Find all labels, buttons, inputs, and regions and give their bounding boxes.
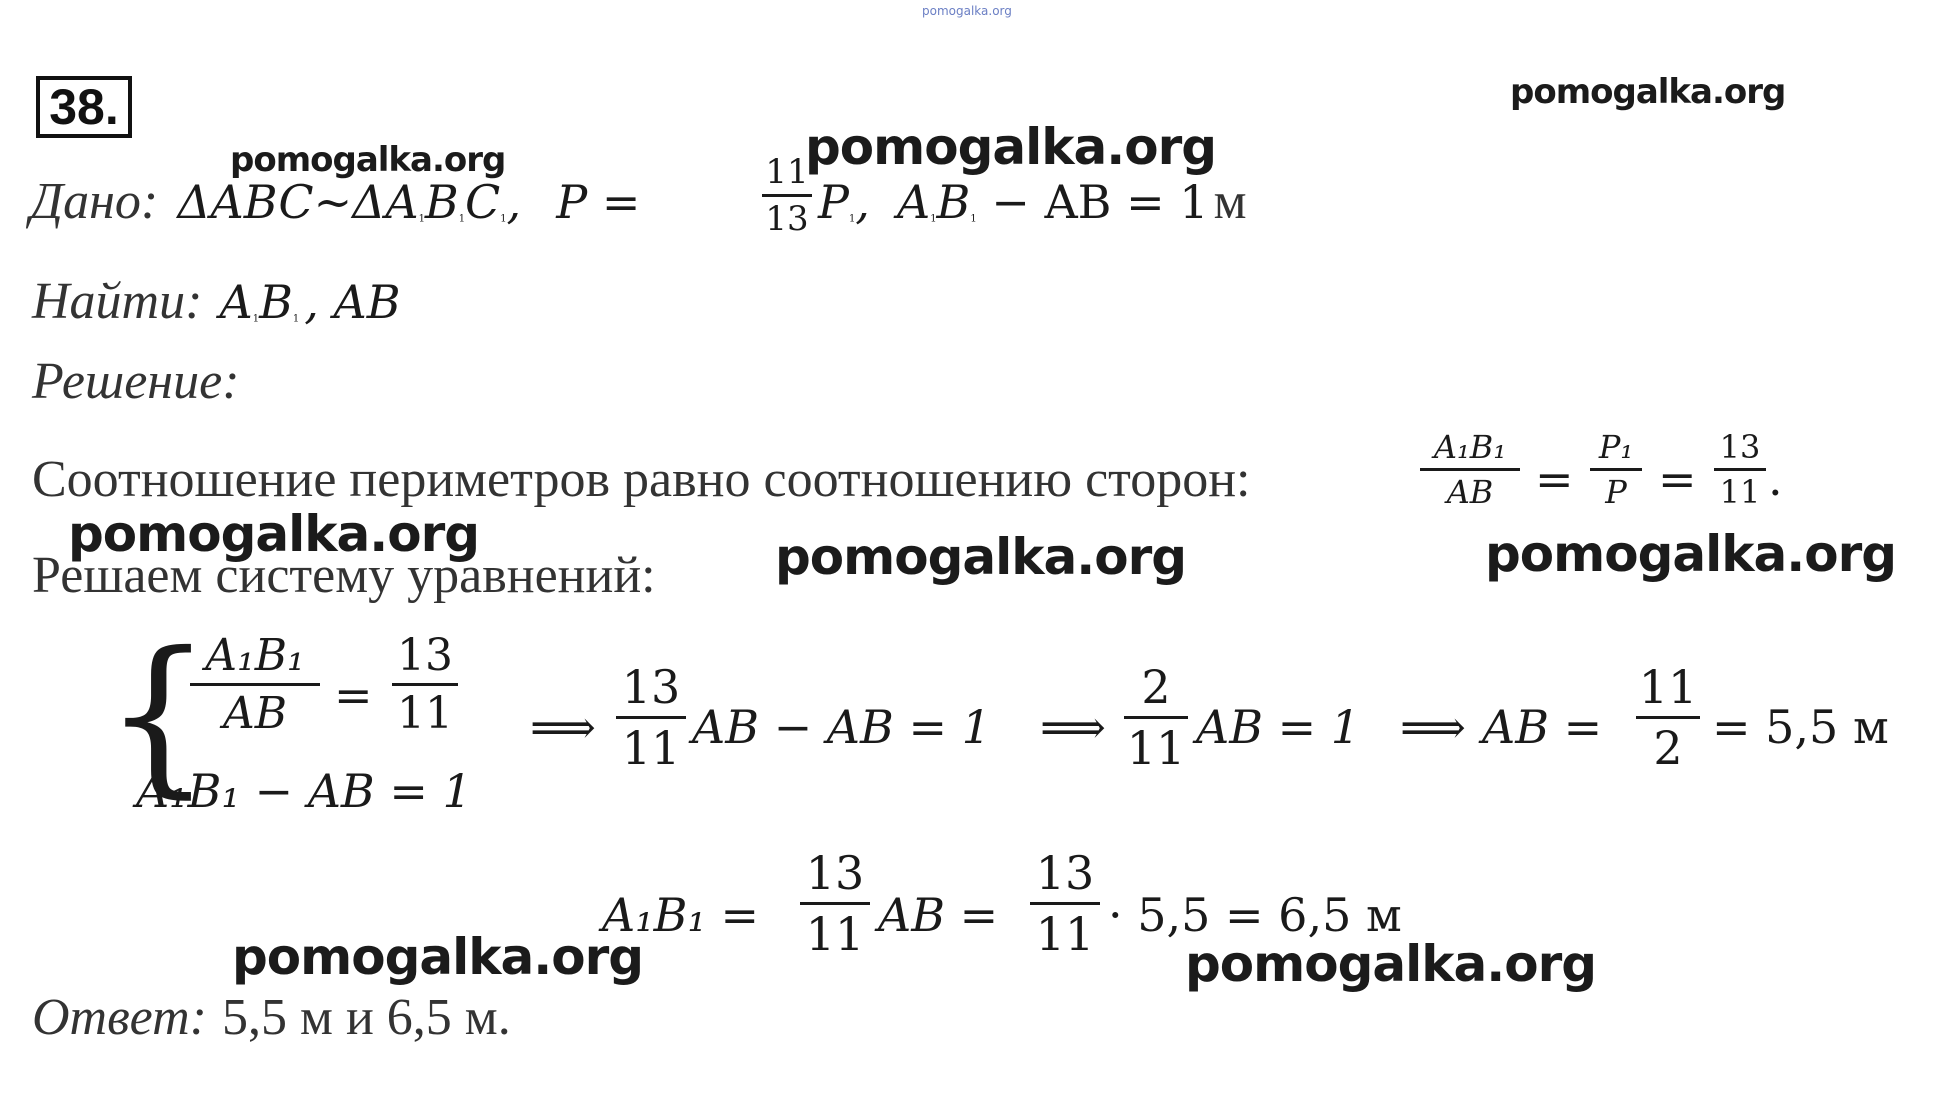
problem-number: 38. bbox=[36, 76, 132, 138]
ratio-f2-bar bbox=[1590, 468, 1642, 471]
calc2-rest: · 5,5 = 6,5 м bbox=[1108, 888, 1402, 942]
arrow-3: ⟹ bbox=[1400, 700, 1466, 754]
given-label: Дано bbox=[30, 173, 141, 230]
chain-f2-bar bbox=[1124, 716, 1188, 719]
system-brace: { bbox=[104, 616, 213, 814]
find-colon: : bbox=[185, 273, 203, 330]
find-a: A bbox=[219, 275, 253, 329]
calc2-f1-bot: 11 bbox=[805, 907, 865, 961]
find-items: , AB bbox=[304, 275, 401, 329]
chain-f2-bot: 11 bbox=[1126, 721, 1186, 775]
given-c: C bbox=[465, 175, 501, 229]
chain-frac-2 bbox=[1124, 660, 1188, 775]
given-sub2: 1 bbox=[458, 213, 466, 225]
given-frac-top: 11 bbox=[765, 152, 809, 192]
find-sub1: 1 bbox=[252, 313, 260, 325]
solution-line bbox=[32, 352, 240, 411]
given-p1-sub: 1 bbox=[848, 213, 856, 225]
answer-line bbox=[32, 988, 511, 1047]
chain-step-3-lhs: AB = bbox=[1482, 700, 1603, 754]
given-unit: м bbox=[1213, 173, 1247, 230]
chain-f3-top: 11 bbox=[1638, 660, 1698, 714]
sys-eq1-rhs-bot: 11 bbox=[397, 688, 453, 739]
sys-eq1-top: A₁B₁ bbox=[205, 630, 305, 681]
given-p1: P bbox=[818, 175, 849, 229]
chain-step-1: AB − AB = 1 bbox=[692, 700, 991, 754]
ratio-text: Соотношение периметров равно соотношению сторон: bbox=[32, 451, 1251, 508]
watermark-bottom-left: pomogalka.org bbox=[232, 928, 644, 986]
calc2-lhs: A₁B₁ = bbox=[602, 888, 760, 942]
given-frac-bot: 13 bbox=[765, 199, 809, 239]
arrow-1: ⟹ bbox=[530, 700, 596, 754]
sys-eq1-frac bbox=[190, 630, 320, 739]
given-diff-sub2: 1 bbox=[970, 213, 977, 225]
given-frac-bar bbox=[762, 194, 812, 197]
calc2-f1-bar bbox=[800, 902, 870, 905]
ratio-f3-top: 13 bbox=[1719, 428, 1761, 466]
calc2-f2-bot: 11 bbox=[1035, 907, 1095, 961]
sys-eq1-rhs bbox=[392, 630, 458, 739]
chain-f1-bot: 11 bbox=[621, 721, 681, 775]
given-diff-b: B bbox=[936, 175, 971, 229]
sys-eq1-bot: AB bbox=[222, 688, 288, 739]
sys-eq1-bar bbox=[190, 683, 320, 686]
chain-f1-bar bbox=[616, 716, 686, 719]
chain-f3-bar bbox=[1636, 716, 1700, 719]
ratio-f1-bar bbox=[1420, 468, 1520, 471]
system-text: Решаем систему уравнений: bbox=[32, 547, 656, 604]
chain-step-3-rest: = 5,5 м bbox=[1712, 700, 1889, 754]
find-sub2: 1 bbox=[292, 313, 300, 325]
watermark-top-center: pomogalka.org bbox=[805, 118, 1217, 176]
calc2-f2-top: 13 bbox=[1035, 846, 1095, 900]
solution-colon: : bbox=[222, 353, 240, 410]
watermark-top-right: pomogalka.org bbox=[1510, 72, 1786, 112]
calc2-frac-2 bbox=[1030, 846, 1100, 961]
chain-f2-top: 2 bbox=[1141, 660, 1171, 714]
ratio-eq-1: = bbox=[1535, 452, 1574, 506]
ratio-frac-3 bbox=[1714, 428, 1766, 511]
sys-eq1-rhs-top: 13 bbox=[397, 630, 453, 681]
given-fraction bbox=[762, 152, 812, 239]
chain-f1-top: 13 bbox=[621, 660, 681, 714]
ratio-eq-2: = bbox=[1658, 452, 1697, 506]
ratio-f2-top: P₁ bbox=[1598, 428, 1634, 466]
given-comma: , bbox=[506, 175, 522, 229]
ratio-f1-bot: AB bbox=[1446, 473, 1494, 511]
find-line bbox=[32, 272, 401, 331]
ratio-f1-top: A₁B₁ bbox=[1433, 428, 1507, 466]
given-comma2: , bbox=[855, 175, 870, 229]
find-b: B bbox=[259, 275, 293, 329]
calc2-mid: AB = bbox=[878, 888, 999, 942]
calc2-f2-bar bbox=[1030, 902, 1100, 905]
given-p-eq: P = bbox=[556, 175, 641, 229]
find-label: Найти bbox=[32, 273, 186, 330]
chain-frac-3 bbox=[1636, 660, 1700, 775]
given-diff-sub1: 1 bbox=[930, 213, 937, 225]
answer-label: Ответ bbox=[32, 989, 190, 1046]
ratio-f2-bot: P bbox=[1605, 473, 1627, 511]
solution-label: Решение bbox=[32, 353, 223, 410]
chain-f3-bot: 2 bbox=[1653, 721, 1683, 775]
arrow-2: ⟹ bbox=[1040, 700, 1106, 754]
watermark-top-left: pomogalka.org bbox=[230, 140, 506, 180]
watermark-mid-right: pomogalka.org bbox=[1485, 525, 1897, 583]
given-b: B bbox=[424, 175, 459, 229]
ratio-f3-bot: 11 bbox=[1719, 473, 1761, 511]
watermark-top-tiny: pomogalka.org bbox=[922, 4, 1012, 18]
sys-eq1-rhs-bar bbox=[392, 683, 458, 686]
calc2-f1-top: 13 bbox=[805, 846, 865, 900]
watermark-mid-left: pomogalka.org bbox=[68, 505, 480, 563]
given-sub1: 1 bbox=[418, 213, 425, 225]
answer-colon: : bbox=[189, 989, 207, 1046]
ratio-f3-bar bbox=[1714, 468, 1766, 471]
watermark-bottom-right: pomogalka.org bbox=[1185, 935, 1597, 993]
given-diff-rest: − AB = 1 bbox=[976, 175, 1209, 229]
given-triangles: ΔABC~ΔA bbox=[177, 175, 419, 229]
given-colon: : bbox=[140, 173, 159, 230]
given-line-tail bbox=[818, 172, 1247, 231]
given-sub3: 1 bbox=[500, 213, 507, 225]
ratio-frac-2 bbox=[1590, 428, 1642, 511]
given-diff-a: A bbox=[896, 175, 931, 229]
calc2-frac-1 bbox=[800, 846, 870, 961]
ratio-frac-1 bbox=[1420, 428, 1520, 511]
ratio-dot: . bbox=[1768, 452, 1783, 506]
given-line bbox=[30, 172, 640, 231]
answer-text: 5,5 м и 6,5 м. bbox=[222, 989, 511, 1046]
sys-eq2: A₁B₁ − AB = 1 bbox=[136, 764, 472, 818]
chain-frac-1 bbox=[616, 660, 686, 775]
chain-step-2: AB = 1 bbox=[1196, 700, 1361, 754]
watermark-mid-center: pomogalka.org bbox=[775, 528, 1187, 586]
sys-eq1-eq: = bbox=[334, 668, 373, 722]
